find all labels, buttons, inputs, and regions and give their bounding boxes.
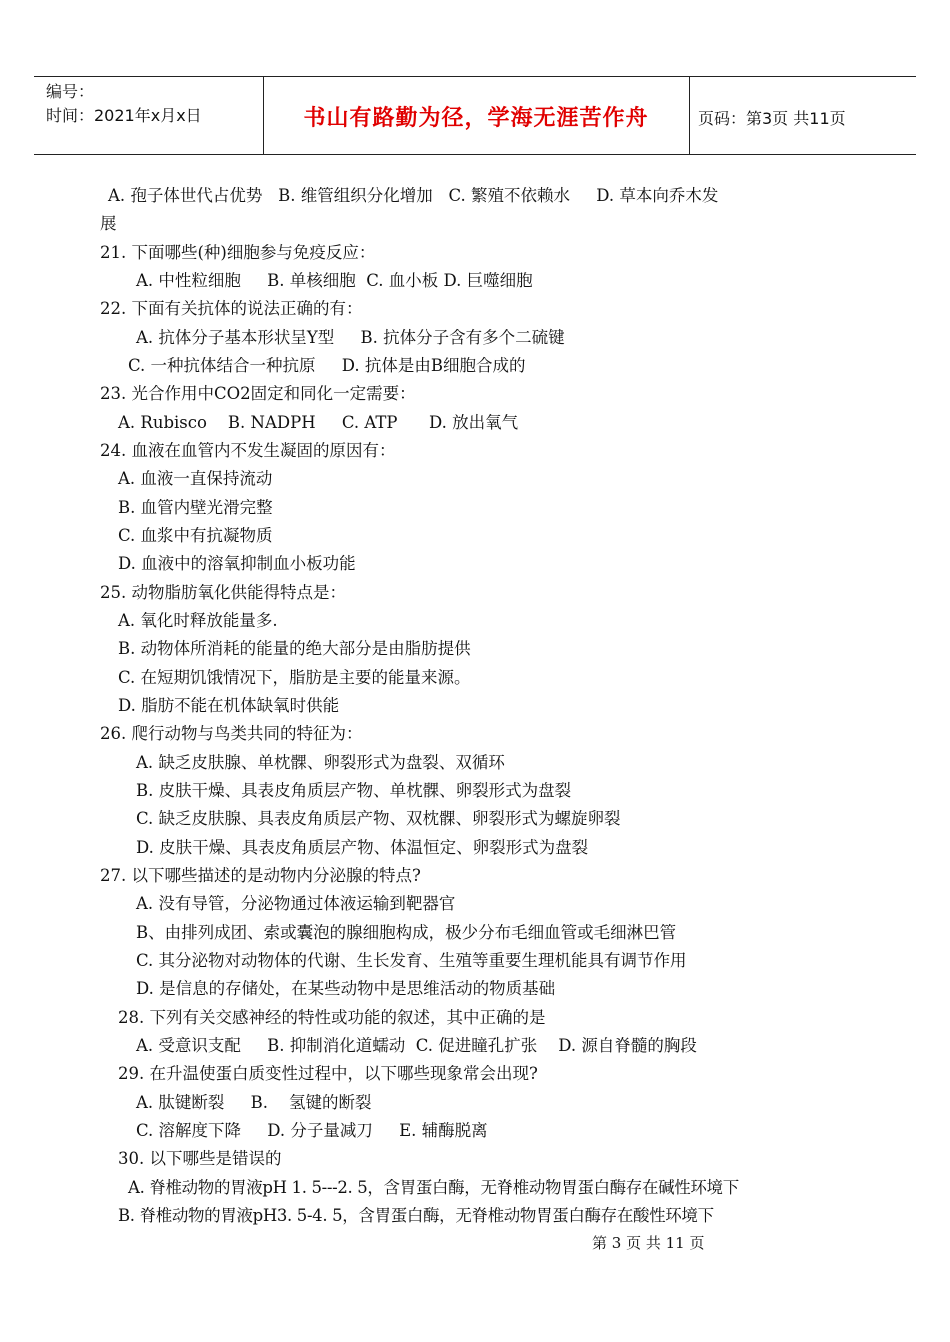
text-line: C. 一种抗体结合一种抗原 D. 抗体是由B细胞合成的	[128, 356, 526, 375]
text-line: B. 脊椎动物的胃液pH3. 5-4. 5，含胃蛋白酶，无脊椎动物胃蛋白酶存在酸性环境下	[118, 1206, 714, 1225]
text-line: A. 氧化时释放能量多.	[118, 611, 278, 630]
text-line: A. 血液一直保持流动	[118, 469, 273, 488]
question-22: 22. 下面有关抗体的说法正确的有：	[100, 299, 363, 318]
text-line: C. 血浆中有抗凝物质	[118, 526, 273, 545]
text-line: 展	[100, 214, 117, 233]
header-motto: 书山有路勤为径，学海无涯苦作舟	[303, 106, 649, 131]
header-time-label: 时间：2021年x月x日	[46, 106, 202, 125]
text-line: C. 溶解度下降 D. 分子量减刀 E. 辅酶脱离	[136, 1121, 488, 1140]
page-footer: 第 3 页 共 11 页	[592, 1234, 705, 1252]
text-line: A. 脊椎动物的胃液pH 1. 5---2. 5，含胃蛋白酶，无脊椎动物胃蛋白酶存在碱性环境下	[128, 1178, 739, 1197]
question-28: 28. 下列有关交感神经的特性或功能的叙述，其中正确的是	[118, 1008, 546, 1027]
header-top-rule	[34, 76, 916, 77]
text-line: B. 动物体所消耗的能量的绝大部分是由脂肪提供	[118, 639, 471, 658]
question-21: 21. 下面哪些(种)细胞参与免疫反应：	[100, 243, 376, 262]
header-divider-right	[689, 76, 690, 154]
text-line: B. 血管内壁光滑完整	[118, 498, 273, 517]
question-25: 25. 动物脂肪氧化供能得特点是：	[100, 583, 346, 602]
text-line: A. 孢子体世代占优势 B. 维管组织分化增加 C. 繁殖不依赖水 D. 草本向乔木发	[108, 186, 719, 205]
question-26: 26. 爬行动物与鸟类共同的特征为：	[100, 724, 363, 743]
question-29: 29. 在升温使蛋白质变性过程中，以下哪些现象常会出现?	[118, 1064, 538, 1083]
text-line: A. 抗体分子基本形状呈Y型 B. 抗体分子含有多个二硫键	[136, 328, 565, 347]
text-line: A. 肽键断裂 B. 氢键的断裂	[136, 1093, 372, 1112]
text-line: C. 在短期饥饿情况下，脂肪是主要的能量来源。	[118, 668, 471, 687]
header-bottom-rule	[34, 154, 916, 155]
text-line: D. 血液中的溶氧抑制血小板功能	[118, 554, 356, 573]
question-24: 24. 血液在血管内不发生凝固的原因有：	[100, 441, 396, 460]
text-line: A. Rubisco B. NADPH C. ATP D. 放出氧气	[118, 413, 519, 432]
header-meta	[46, 80, 202, 128]
question-30: 30. 以下哪些是错误的	[118, 1149, 282, 1168]
text-line: A. 中性粒细胞 B. 单核细胞 C. 血小板 D. 巨噬细胞	[136, 271, 533, 290]
text-line: D. 皮肤干燥、具表皮角质层产物、体温恒定、卵裂形式为盘裂	[136, 838, 589, 857]
question-23: 23. 光合作用中CO2固定和同化一定需要：	[100, 384, 416, 403]
header-page-label: 页码：第3页 共11页	[698, 109, 846, 128]
text-line: C. 缺乏皮肤腺、具表皮角质层产物、双枕髁、卵裂形式为螺旋卵裂	[136, 809, 621, 828]
text-line: A. 受意识支配 B. 抑制消化道蠕动 C. 促进瞳孔扩张 D. 源自脊髓的胸段	[136, 1036, 697, 1055]
text-line: A. 没有导管，分泌物通过体液运输到靶器官	[136, 894, 456, 913]
text-line: C. 其分泌物对动物体的代谢、生长发育、生殖等重要生理机能具有调节作用	[136, 951, 687, 970]
text-line: B、由排列成团、索或囊泡的腺细胞构成，极少分布毛细血管或毛细淋巴管	[136, 923, 677, 942]
text-line: A. 缺乏皮肤腺、单枕髁、卵裂形式为盘裂、双循环	[136, 753, 505, 772]
text-line: D. 脂肪不能在机体缺氧时供能	[118, 696, 340, 715]
header-number-label: 编号：	[46, 82, 95, 101]
text-line: D. 是信息的存储处，在某些动物中是思维活动的物质基础	[136, 979, 556, 998]
question-27: 27. 以下哪些描述的是动物内分泌腺的特点?	[100, 866, 421, 885]
text-line: B. 皮肤干燥、具表皮角质层产物、单枕髁、卵裂形式为盘裂	[136, 781, 572, 800]
